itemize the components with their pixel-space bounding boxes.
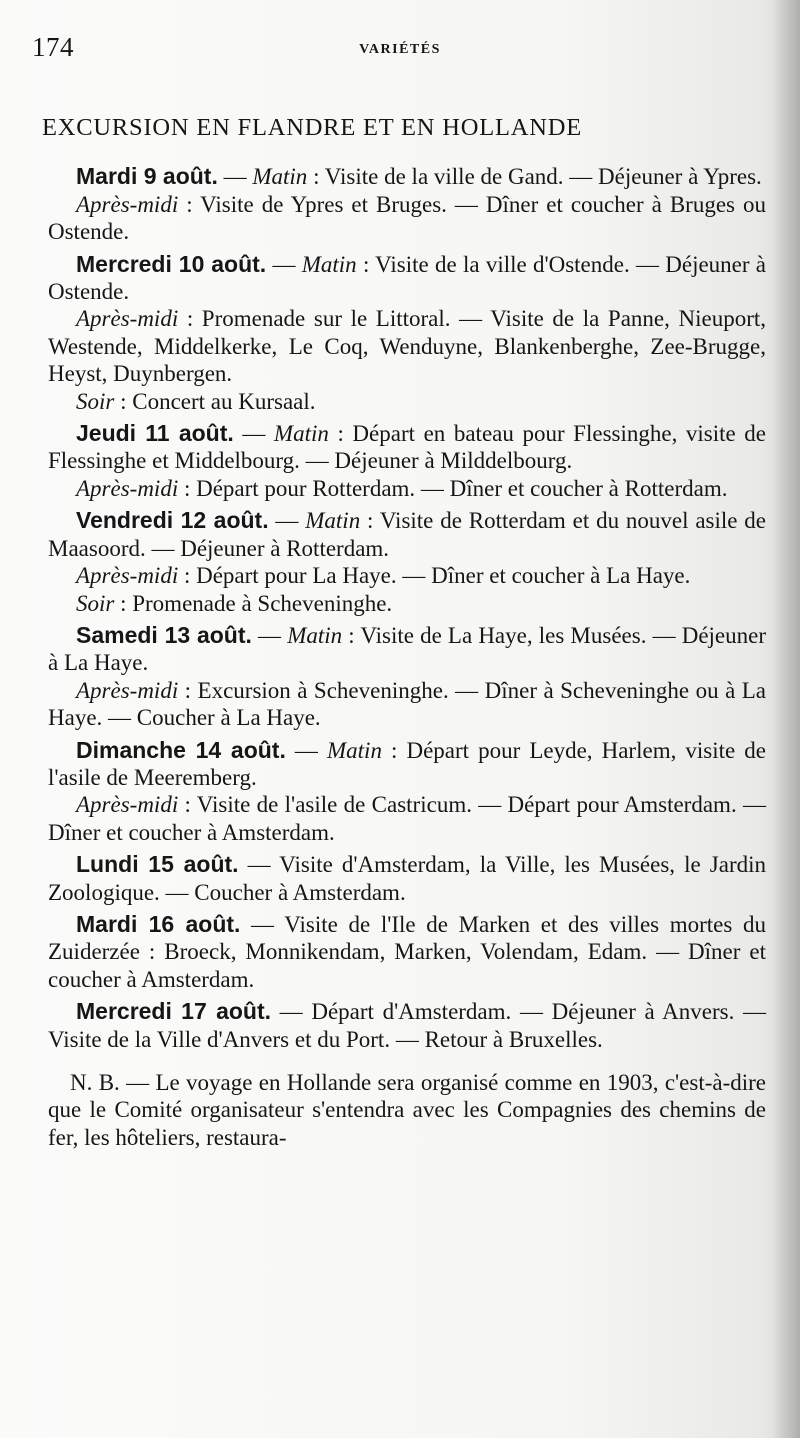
itinerary-paragraph [48, 475, 766, 502]
time-of-day-label: Matin [301, 251, 357, 277]
day-heading: Mercredi 17 août. [76, 998, 272, 1025]
time-of-day-label: Après-midi [76, 563, 179, 589]
paragraph-lead-text: — [251, 622, 288, 648]
activity-text: : Départ en bateau pour Flessinghe, visite de Flessinghe et Middelbourg. — Déjeuner à Milddelbourg. [48, 421, 767, 474]
time-of-day-label: Soir [76, 388, 115, 414]
itinerary-paragraph [48, 163, 766, 190]
itinerary-entry [48, 851, 766, 906]
activity-text: : Visite de Ypres et Bruges. — Dîner et coucher à Bruges ou Ostende. [48, 191, 766, 245]
day-heading: Mardi 9 août. [76, 163, 218, 190]
itinerary-entry [48, 251, 766, 415]
binding-shadow [772, 0, 800, 1438]
itinerary-paragraph [48, 791, 766, 846]
itinerary-entry [48, 507, 766, 617]
day-heading: Dimanche 14 août. [76, 736, 286, 763]
paragraph-lead-text: — [285, 737, 327, 763]
note-paragraph [48, 1069, 766, 1151]
paragraph-lead-text: — Visite d'Amsterdam, la Ville, les Musées, le Jardin Zoologique. — Coucher à Amsterdam. [48, 852, 766, 905]
activity-text: : Visite de la ville d'Ostende. — Déjeuner à Ostende. [48, 251, 766, 305]
itinerary-paragraph [48, 998, 766, 1053]
time-of-day-label: Après-midi [76, 792, 179, 818]
itinerary-entry [48, 737, 766, 847]
paragraph-lead-text: — Visite de l'Ile de Marken et des villes mortes du Zuiderzée : Broeck, Monnikendam, Marken, Volendam, Edam. — Dîner et coucher à Amsterdam. [48, 911, 766, 992]
time-of-day-label: Matin [305, 508, 361, 534]
itinerary-entry [48, 998, 766, 1053]
day-heading: Mercredi 10 août. [76, 250, 267, 277]
note-text: — Le voyage en Hollande sera organisé comme en 1903, c'est-à-dire que le Comité organisateur s'entendra avec les Compagnies des chemins de fer, les hôteliers, restaura- [48, 1070, 767, 1150]
paragraph-lead-text: — Départ d'Amsterdam. — Déjeuner à Anvers. — Visite de la Ville d'Anvers et du Port. — Retour à Bruxelles. [48, 999, 766, 1052]
paragraph-lead-text: — [268, 508, 306, 534]
article-body [42, 114, 767, 1151]
note-label: N. B. [70, 1070, 120, 1095]
activity-text: : Excursion à Scheveninghe. — Dîner à Scheveninghe ou à La Haye. — Coucher à La Haye. [48, 677, 766, 731]
activity-text: : Promenade à Scheveninghe. [114, 590, 393, 616]
activity-text: : Visite de la ville de Gand. — Déjeuner à Ypres. [307, 164, 762, 190]
itinerary-entry [48, 163, 766, 245]
time-of-day-label: Après-midi [76, 677, 179, 703]
day-heading: Samedi 13 août. [76, 621, 252, 648]
itinerary-paragraph [48, 851, 766, 906]
itinerary-paragraph [48, 622, 766, 677]
time-of-day-label: Matin [273, 421, 329, 447]
day-heading: Lundi 15 août. [76, 851, 239, 878]
paragraph-lead-text: — [266, 251, 302, 277]
itinerary-paragraph [48, 911, 766, 993]
time-of-day-label: Matin [252, 164, 308, 190]
activity-text: : Visite de La Haye, les Musées. — Déjeuner à La Haye. [48, 622, 767, 676]
activity-text: : Visite de Rotterdam et du nouvel asile de Maasoord. — Déjeuner à Rotterdam. [48, 508, 766, 561]
activity-text: : Promenade sur le Littoral. — Visite de la Panne, Nieuport, Westende, Middelkerke, Le Coq, Wenduyne, Blankenberghe, Zee-Brugge, Heyst, Duynbergen. [48, 306, 766, 387]
time-of-day-label: Après-midi [76, 475, 179, 501]
page-number: 174 [32, 32, 74, 62]
time-of-day-label: Soir [76, 590, 115, 616]
itinerary-paragraph [48, 590, 766, 617]
activity-text: : Départ pour Rotterdam. — Dîner et coucher à Rotterdam. [178, 475, 728, 501]
itinerary-entry [48, 911, 766, 993]
activity-text: : Départ pour Leyde, Harlem, visite de l'asile de Meeremberg. [48, 737, 766, 790]
itinerary-paragraph [48, 420, 766, 475]
itinerary-list [48, 163, 766, 1053]
article-title: EXCURSION EN FLANDRE ET EN HOLLANDE [42, 114, 582, 141]
paragraph-lead-text: — [233, 421, 274, 447]
activity-text: : Départ pour La Haye. — Dîner et coucher à La Haye. [178, 563, 691, 589]
day-heading: Jeudi 11 août. [76, 420, 234, 447]
day-heading: Mardi 16 août. [76, 910, 241, 937]
itinerary-paragraph [48, 677, 766, 732]
activity-text: : Concert au Kursaal. [114, 388, 316, 414]
running-head: VARIÉTÉS [359, 42, 441, 57]
itinerary-paragraph [48, 507, 766, 562]
paragraph-lead-text: — [217, 164, 253, 190]
time-of-day-label: Matin [327, 737, 382, 763]
itinerary-paragraph [48, 737, 766, 792]
page-header [28, 30, 772, 66]
time-of-day-label: Matin [287, 622, 343, 648]
itinerary-paragraph [48, 305, 766, 387]
note-block [48, 1069, 766, 1151]
time-of-day-label: Après-midi [76, 306, 179, 332]
itinerary-paragraph [48, 191, 766, 246]
itinerary-entry [48, 622, 766, 732]
itinerary-paragraph [48, 562, 766, 589]
day-heading: Vendredi 12 août. [76, 507, 269, 534]
time-of-day-label: Après-midi [76, 191, 179, 217]
activity-text: : Visite de l'asile de Castricum. — Départ pour Amsterdam. — Dîner et coucher à Amsterdam. [48, 792, 766, 845]
itinerary-paragraph [48, 388, 766, 415]
itinerary-paragraph [48, 251, 766, 306]
itinerary-entry [48, 420, 766, 502]
